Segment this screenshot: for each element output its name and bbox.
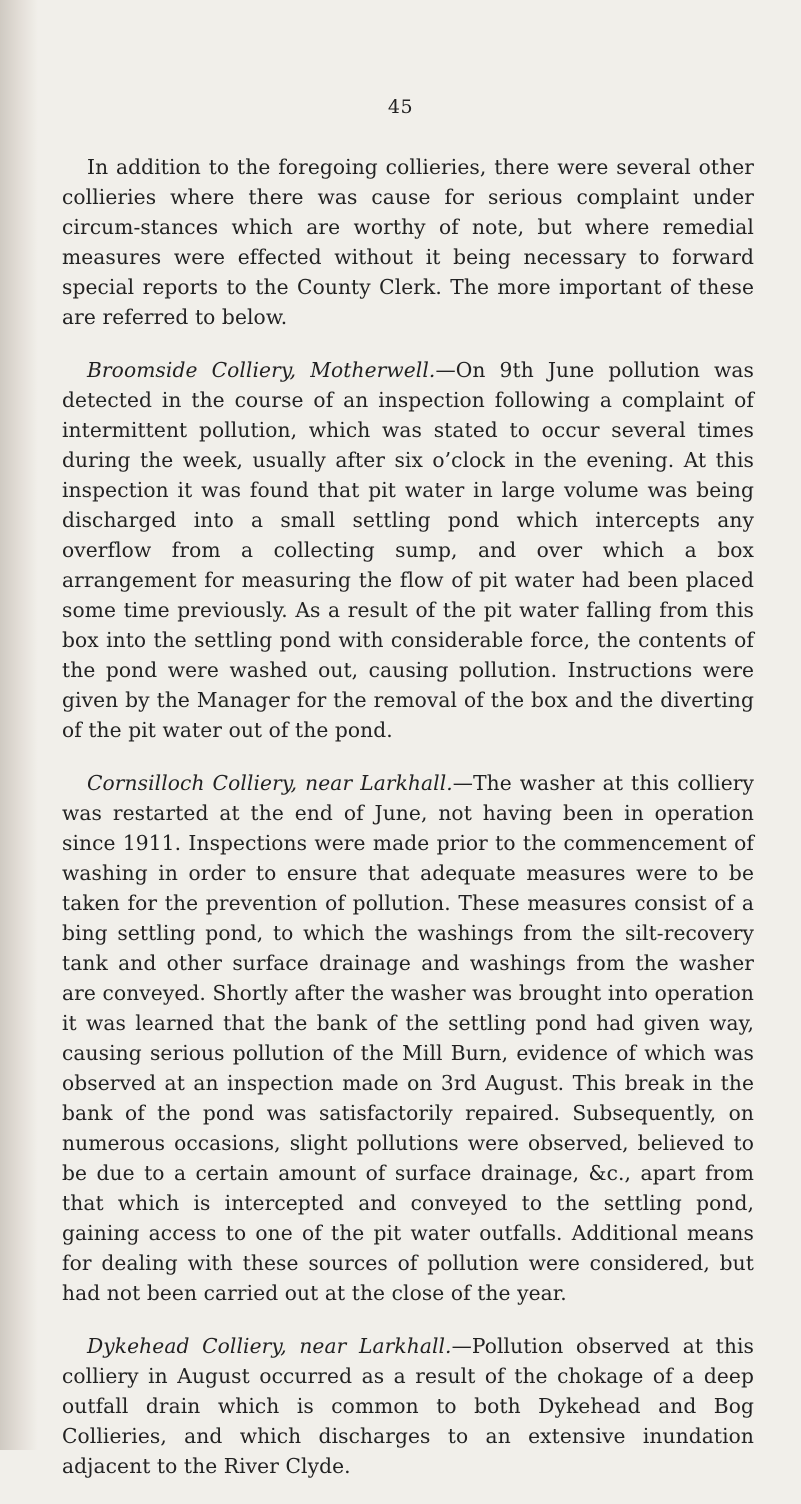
broomside-paragraph-text: —On 9th June pollution was detected in the course of an inspection following a complaint of intermittent pollution, which was stated to occur several times during the week, usually after six o’clock in the evening. At this inspection it was found that pit water in large volume was being discharged into a small settling pond which intercepts any overflow from a collecting sump, and over which a box arrangement for measuring the flow of pit water had been placed some time previously. As a result of the pit water falling from this box into the settling pond with considerable force, the contents of the pond were washed out, causing pollution. Instructions were given by the Manager for the removal of the box and the diverting of the pit water out of the pond. xyxy=(62,358,754,742)
page-number: 45 xyxy=(387,96,414,118)
dykehead-paragraph xyxy=(62,1331,754,1481)
dykehead-heading: Dykehead Colliery, near Larkhall. xyxy=(87,1334,452,1358)
cornsilloch-paragraph-text: —The washer at this colliery was restarted at the end of June, not having been in operation since 1911. Inspections were made prior to the commencement of washing in order to ensure that adequate measures were to be taken for the prevention of pollution. These measures consist of a bing settling pond, to which the washings from the silt-recovery tank and other surface drainage and washings from the washer are conveyed. Shortly after the washer was brought into operation it was learned that the bank of the settling pond had given way, causing serious pollution of the Mill Burn, evidence of which was observed at an inspection made on 3rd August. This break in the bank of the pond was satisfactorily repaired. Subsequently, on numerous occasions, slight pollutions were observed, believed to be due to a certain amount of surface drainage, &c., apart from that which is intercepted and conveyed to the settling pond, gaining access to one of the pit water outfalls. Additional means for dealing with these sources of pollution were considered, but had not been carried out at the close of the year. xyxy=(62,771,754,1305)
cornsilloch-paragraph xyxy=(62,768,754,1308)
intro-paragraph-text: In addition to the foregoing collieries, there were several other collieries where there was cause for serious complaint under circum-stances which are worthy of note, but where remedial measures were effected without it being necessary to forward special reports to the County Clerk. The more important of these are referred to below. xyxy=(62,155,754,329)
cornsilloch-heading: Cornsilloch Colliery, near Larkhall. xyxy=(87,771,453,795)
page-edge-shadow xyxy=(0,0,38,1450)
intro-paragraph xyxy=(62,152,754,332)
broomside-paragraph xyxy=(62,355,754,745)
broomside-heading: Broomside Colliery, Motherwell. xyxy=(87,358,436,382)
dykehead-paragraph-text: —Pollution observed at this colliery in August occurred as a result of the chokage of a deep outfall drain which is common to both Dykehead and Bog Collieries, and which discharges to an extensive inundation adjacent to the River Clyde. xyxy=(62,1334,754,1478)
document-body xyxy=(62,152,754,1504)
